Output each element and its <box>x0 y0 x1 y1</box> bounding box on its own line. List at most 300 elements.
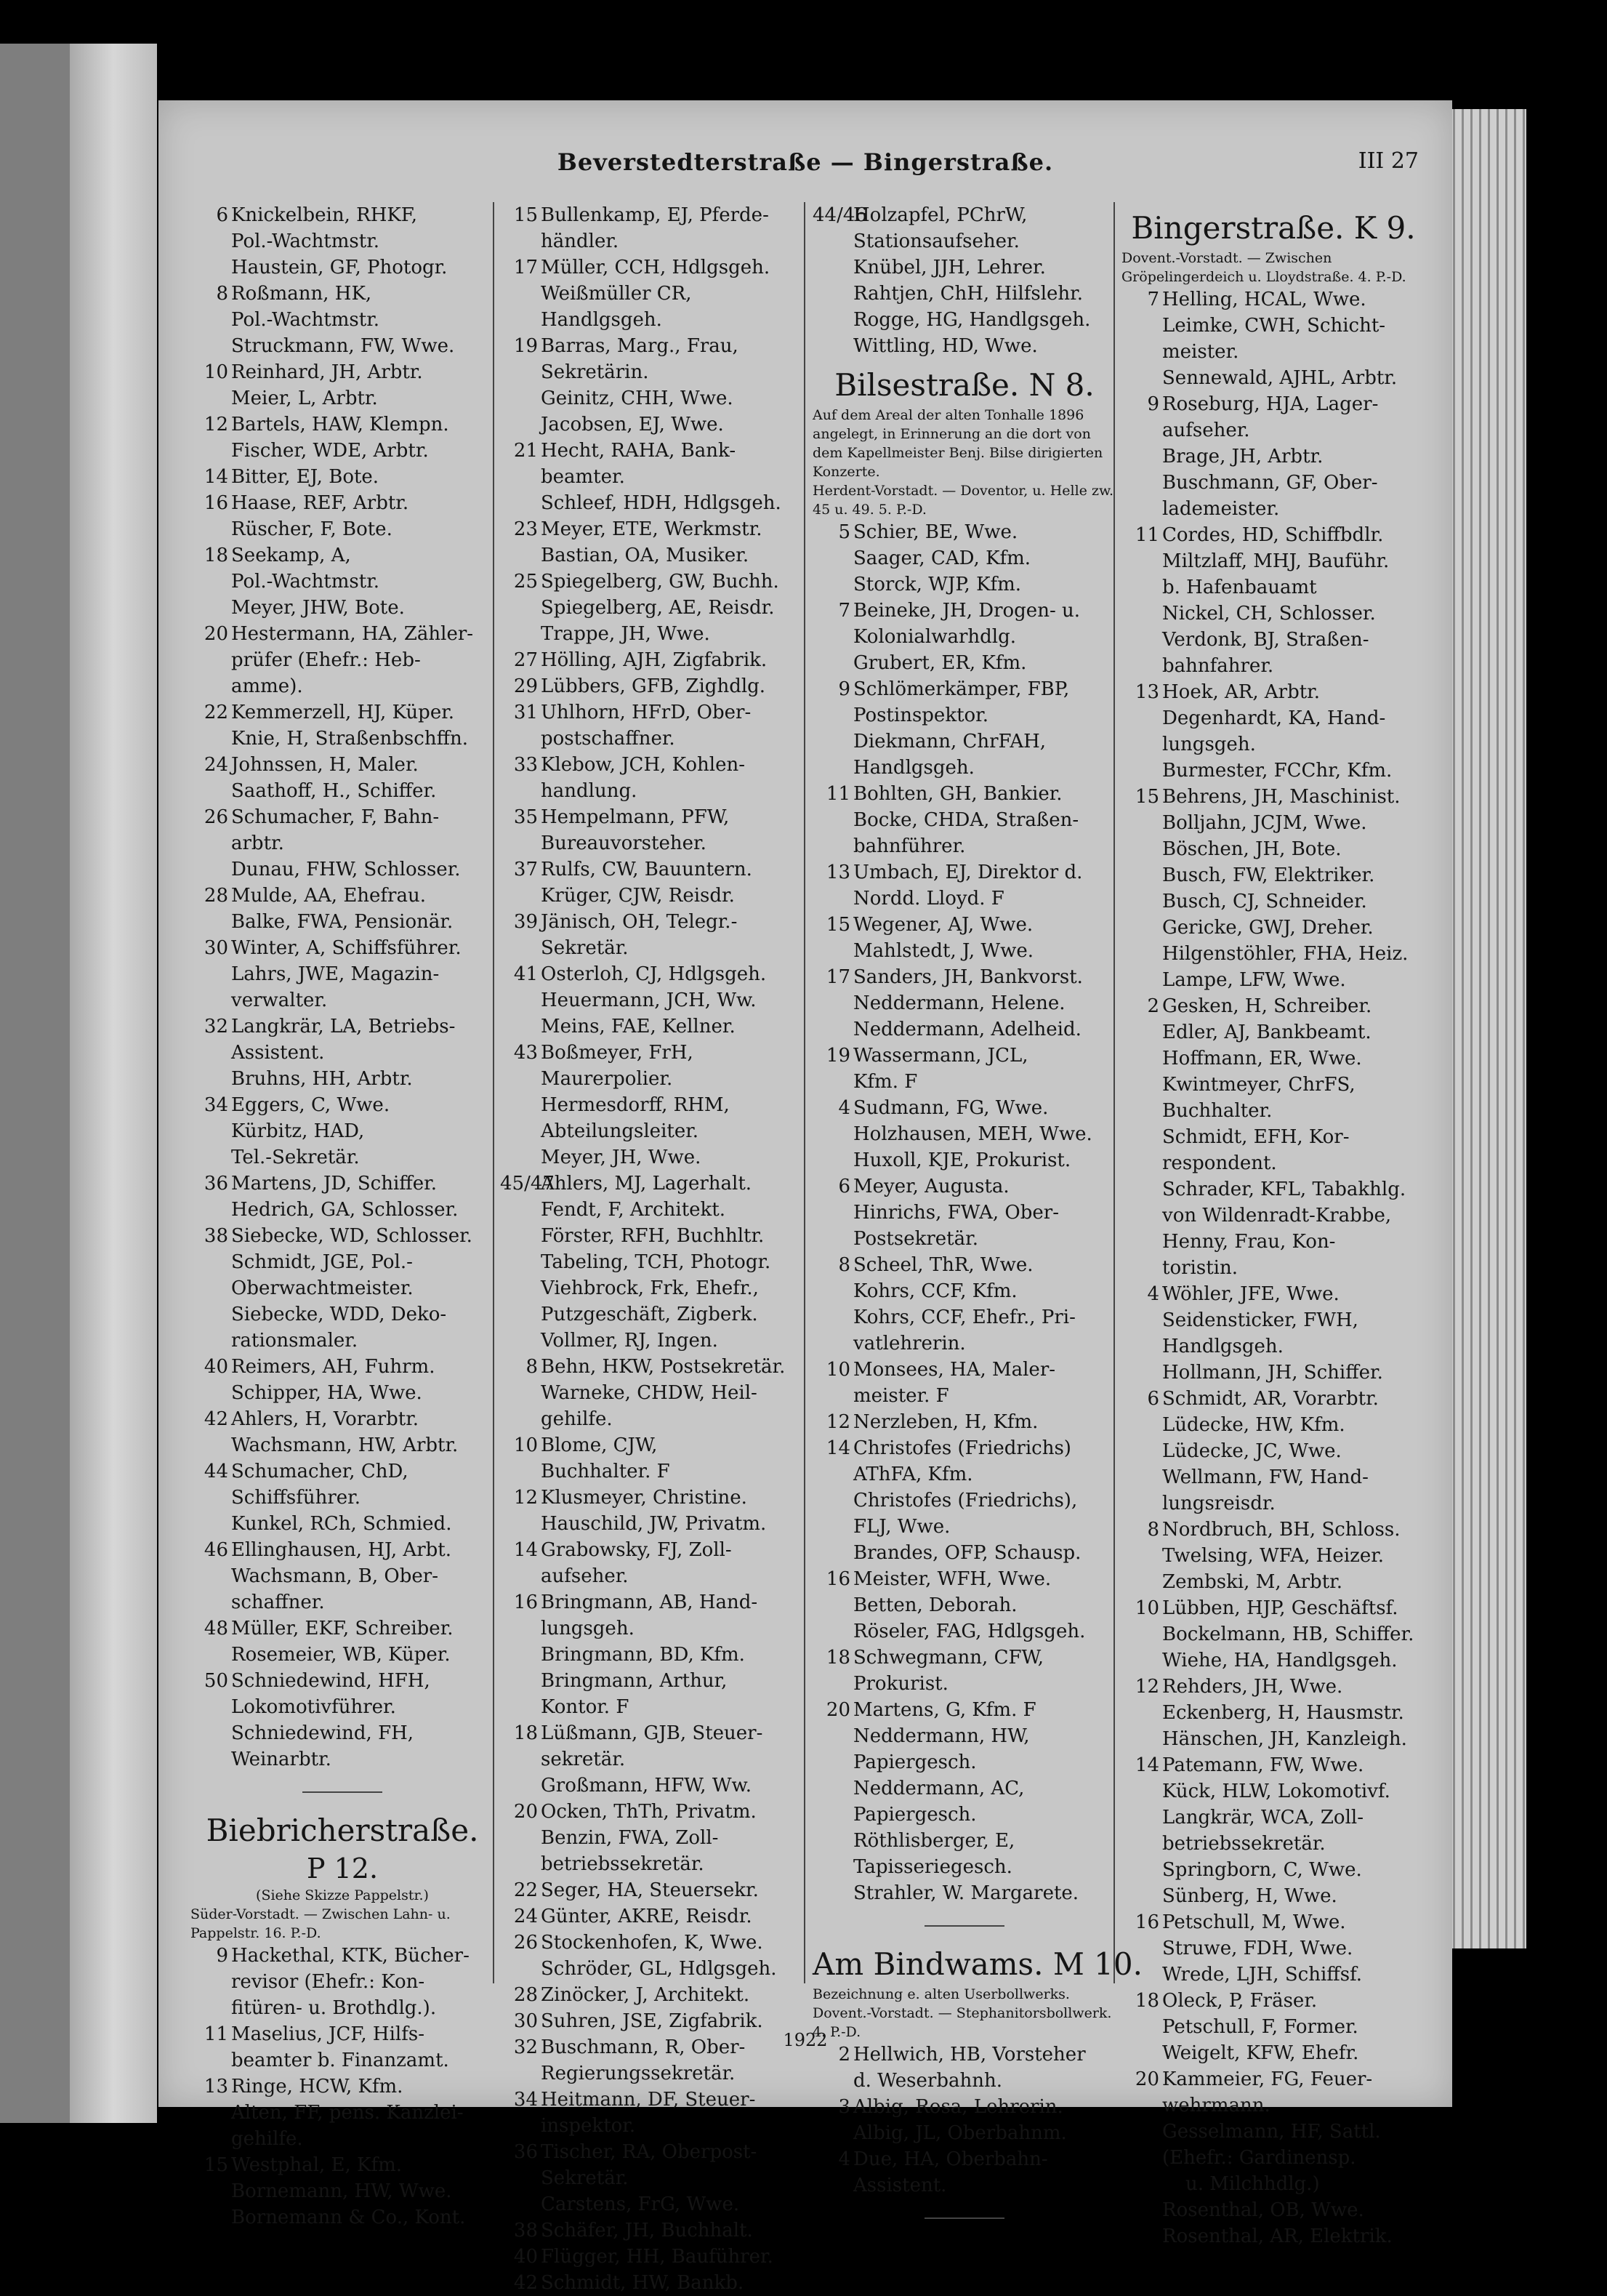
directory-entry <box>1121 1255 1425 1281</box>
directory-entry <box>500 1013 804 1040</box>
directory-entry <box>813 1200 1116 1226</box>
resident-text: Geinitz, CHH, Wwe. <box>541 388 733 409</box>
directory-entry <box>813 1488 1116 1514</box>
directory-entry <box>500 1799 804 1825</box>
directory-entry <box>813 1802 1116 1828</box>
directory-entry <box>190 1943 494 1969</box>
resident-text: Brage, JH, Arbtr. <box>1162 446 1324 467</box>
street-heading <box>813 365 1116 406</box>
directory-entry <box>500 726 804 752</box>
street-heading <box>813 1944 1143 1985</box>
directory-entry <box>500 595 804 621</box>
resident-text: Helling, HCAL, Wwe. <box>1162 289 1366 310</box>
directory-entry <box>1121 1098 1425 1124</box>
directory-entry <box>190 516 494 542</box>
resident-text: Schniedewind, FH, <box>231 1722 414 1744</box>
resident-text: Monsees, HA, Maler- <box>853 1359 1056 1381</box>
directory-entry <box>500 2139 804 2165</box>
directory-entry <box>813 1697 1116 1723</box>
directory-entry <box>813 1278 1116 1304</box>
house-number: 24 <box>513 1906 538 1927</box>
directory-entry <box>1121 1124 1425 1150</box>
resident-text: Christofes (Friedrichs) <box>853 1437 1071 1459</box>
resident-text: Regierungssekretär. <box>541 2063 736 2084</box>
resident-text: lungsgeh. <box>1162 734 1256 755</box>
directory-entry <box>1121 2223 1425 2249</box>
house-number: 21 <box>513 440 538 462</box>
house-number: 9 <box>1147 393 1159 415</box>
directory-entry <box>1121 1333 1425 1360</box>
house-number: 12 <box>1135 1676 1159 1698</box>
directory-entry <box>813 545 1116 571</box>
resident-text: Burmester, FCChr, Kfm. <box>1162 760 1393 782</box>
resident-text: Rulfs, CW, Bauuntern. <box>541 859 752 880</box>
directory-entry <box>500 228 804 254</box>
directory-entry <box>813 1618 1116 1645</box>
resident-text: betriebssekretär. <box>541 1853 704 1875</box>
directory-entry <box>500 1537 804 1563</box>
resident-text: rationsmaler. <box>231 1330 358 1352</box>
directory-entry <box>1121 1360 1425 1386</box>
resident-text: Busch, FW, Elektriker. <box>1162 864 1375 886</box>
directory-entry <box>500 1589 804 1615</box>
house-number: 48 <box>204 1618 228 1639</box>
resident-text: Barras, Marg., Frau, <box>541 335 738 357</box>
resident-text: Mulde, AA, Ehefrau. <box>231 885 426 907</box>
resident-text: Schier, BE, Wwe. <box>853 521 1018 543</box>
directory-entry <box>500 254 804 281</box>
directory-entry <box>500 647 804 673</box>
house-number: 9 <box>216 1945 228 1967</box>
resident-text: Lüßmann, GJB, Steuer- <box>541 1722 763 1744</box>
resident-text: betriebssekretär. <box>1162 1833 1326 1855</box>
directory-entry <box>190 1694 494 1720</box>
resident-text: Meyer, ETE, Werkmstr. <box>541 518 762 540</box>
directory-entry <box>813 598 1116 624</box>
resident-text: Schumacher, F, Bahn- <box>231 806 440 828</box>
house-number: 22 <box>513 1879 538 1901</box>
directory-entry <box>1121 1962 1425 1988</box>
directory-entry <box>813 281 1116 307</box>
directory-entry <box>500 2060 804 2087</box>
house-number: 24 <box>204 754 228 776</box>
resident-text: Siebecke, WD, Schlosser. <box>231 1225 472 1247</box>
street-name: Am Bindwams. <box>813 1946 1044 1982</box>
directory-entry <box>813 228 1116 254</box>
house-number: 12 <box>826 1411 850 1433</box>
resident-text: Putzgeschäft, Zigberk. <box>541 1304 758 1325</box>
resident-text: Schrader, KFL, Tabakhlg. <box>1162 1179 1406 1200</box>
house-number: 15 <box>826 914 850 936</box>
house-number: 5 <box>838 521 850 543</box>
directory-entry <box>500 804 804 830</box>
directory-entry <box>813 1723 1116 1749</box>
house-number: 8 <box>1147 1519 1159 1541</box>
house-number: 28 <box>513 1984 538 2006</box>
entry-list <box>190 202 494 1773</box>
resident-text: Postinspektor. <box>853 705 989 726</box>
house-number: 42 <box>513 2272 538 2294</box>
resident-text: Eckenberg, H, Hausmstr. <box>1162 1702 1404 1724</box>
resident-text: Bornemann & Co., Kont. <box>231 2207 466 2228</box>
section-rule <box>925 1925 1004 1927</box>
directory-entry <box>813 2094 1116 2120</box>
directory-entry <box>500 1432 804 1458</box>
directory-entry <box>1121 574 1425 601</box>
resident-text: Meyer, JH, Wwe. <box>541 1147 701 1168</box>
resident-text: Bruhns, HH, Arbtr. <box>231 1068 413 1090</box>
directory-entry <box>813 938 1116 964</box>
resident-text: Rehders, JH, Wwe. <box>1162 1676 1343 1698</box>
resident-text: Schmidt, AR, Vorarbtr. <box>1162 1388 1379 1410</box>
directory-entry <box>813 1592 1116 1618</box>
directory-entry <box>1121 1438 1425 1464</box>
directory-entry <box>813 333 1116 359</box>
directory-entry <box>1121 967 1425 993</box>
house-number: 16 <box>1135 1911 1159 1933</box>
directory-entry <box>500 569 804 595</box>
resident-text: Scheel, ThR, Wwe. <box>853 1254 1034 1276</box>
directory-entry <box>190 804 494 830</box>
resident-text: Suhren, JSE, Zigfabrik. <box>541 2010 763 2032</box>
directory-entry <box>500 1485 804 1511</box>
resident-text: Schleef, HDH, Hdlgsgeh. <box>541 492 781 514</box>
directory-entry <box>1121 1490 1425 1517</box>
directory-entry <box>500 1328 804 1354</box>
resident-text: Brandes, OFP, Schausp. <box>853 1542 1082 1564</box>
resident-text: Springborn, C, Wwe. <box>1162 1859 1362 1881</box>
street-location: Herdent-Vorstadt. — Doventor, u. Helle zw. 45 u. 49. 5. P.-D. <box>813 483 1114 518</box>
house-number: 20 <box>513 1801 538 1823</box>
resident-text: Hollmann, JH, Schiffer. <box>1162 1362 1383 1384</box>
resident-text: Neddermann, Adelheid. <box>853 1019 1082 1040</box>
directory-entry <box>1121 1726 1425 1752</box>
resident-text: Reimers, AH, Fuhrm. <box>231 1356 435 1378</box>
resident-text: Bastian, OA, Musiker. <box>541 545 749 566</box>
directory-entry <box>190 1223 494 1249</box>
directory-entry <box>813 912 1116 938</box>
house-number: 7 <box>838 600 850 622</box>
directory-entry <box>190 202 494 228</box>
resident-text: Zinöcker, J, Architekt. <box>541 1984 750 2006</box>
directory-entry <box>500 935 804 961</box>
directory-entry <box>500 1773 804 1799</box>
resident-text: Sekretär. <box>541 937 629 959</box>
directory-entry <box>500 333 804 359</box>
directory-entry <box>500 1563 804 1589</box>
entry-list <box>190 1943 494 2231</box>
resident-text: Hänschen, JH, Kanzleigh. <box>1162 1728 1407 1750</box>
house-number: 45/47 <box>500 1173 555 1195</box>
house-number: 30 <box>204 937 228 959</box>
resident-text: Kunkel, RCh, Schmied. <box>231 1513 452 1535</box>
resident-text: Hauschild, JW, Privatm. <box>541 1513 767 1535</box>
house-number: 32 <box>204 1016 228 1037</box>
resident-text: Schiffsführer. <box>231 1487 361 1509</box>
directory-entry <box>500 1903 804 1930</box>
directory-entry <box>813 254 1116 281</box>
resident-text: u. Milchhdlg.) <box>1185 2173 1320 2195</box>
directory-entry <box>813 1514 1116 1540</box>
house-number: 44 <box>204 1461 228 1482</box>
resident-text: schaffner. <box>231 1591 325 1613</box>
house-number: 50 <box>204 1670 228 1692</box>
resident-text: Lübben, HJP, Geschäftsf. <box>1162 1597 1398 1619</box>
resident-text: Petschull, F, Former. <box>1162 2016 1358 2038</box>
directory-entry <box>1121 365 1425 391</box>
resident-text: Edler, AJ, Bankbeamt. <box>1162 1021 1372 1043</box>
house-number: 15 <box>513 204 538 226</box>
directory-page <box>158 100 1452 2294</box>
resident-text: Uhlhorn, HFrD, Ober- <box>541 702 752 723</box>
resident-text: Seekamp, A, <box>231 545 351 566</box>
directory-entry <box>1121 1307 1425 1333</box>
resident-text: Schwegmann, CFW, <box>853 1647 1044 1669</box>
resident-text: Wachsmann, B, Ober- <box>231 1565 438 1587</box>
directory-entry <box>500 621 804 647</box>
resident-text: Carstens, FrG, Wwe. <box>541 2193 740 2215</box>
directory-entry <box>190 1969 494 1995</box>
left-page-edge <box>0 44 70 2123</box>
page-number: III 27 <box>1358 148 1419 174</box>
directory-entry <box>190 333 494 359</box>
directory-entry <box>190 595 494 621</box>
resident-text: b. Hafenbauamt <box>1162 577 1317 598</box>
house-number: 38 <box>204 1225 228 1247</box>
resident-text: Betten, Deborah. <box>853 1594 1018 1616</box>
directory-entry <box>190 1406 494 1432</box>
directory-entry <box>813 307 1116 333</box>
directory-entry <box>1121 810 1425 836</box>
house-number: 42 <box>204 1408 228 1430</box>
resident-text: d. Weserbahnh. <box>853 2070 1002 2092</box>
directory-entry <box>500 1040 804 1066</box>
resident-text: Cordes, HD, Schiffbdlr. <box>1162 524 1384 546</box>
resident-text: Wassermann, JCL, <box>853 1045 1028 1067</box>
directory-entry <box>1121 1805 1425 1831</box>
street-note: (Siehe Skizze Pappelstr.) <box>256 1887 429 1903</box>
resident-text: Henny, Frau, Kon- <box>1162 1231 1336 1253</box>
resident-text: Schmidt, JGE, Pol.- <box>231 1251 413 1273</box>
directory-entry <box>813 2068 1116 2094</box>
house-number: 14 <box>826 1437 850 1459</box>
house-number: 35 <box>513 806 538 828</box>
directory-entry <box>500 2191 804 2217</box>
resident-text: Tischer, RA, Oberpost- <box>541 2141 757 2163</box>
house-number: 31 <box>513 702 538 723</box>
resident-text: Boßmeyer, FrH, <box>541 1042 693 1064</box>
resident-text: Degenhardt, KA, Hand- <box>1162 707 1386 729</box>
directory-entry <box>813 1043 1116 1069</box>
resident-text: Hackethal, KTK, Bücher- <box>231 1945 470 1967</box>
directory-entry <box>1121 679 1425 705</box>
directory-entry <box>190 752 494 778</box>
resident-text: Bringmann, AB, Hand- <box>541 1591 758 1613</box>
directory-entry <box>813 755 1116 781</box>
directory-entry <box>813 1069 1116 1095</box>
directory-entry <box>1121 522 1425 548</box>
directory-entry <box>190 778 494 804</box>
resident-text: Dunau, FHW, Schlosser. <box>231 859 461 880</box>
resident-text: Schröder, GL, Hdlgsgeh. <box>541 1958 777 1980</box>
resident-text: händler. <box>541 230 619 252</box>
directory-entry <box>500 1720 804 1746</box>
directory-entry <box>1121 1883 1425 1909</box>
directory-entry <box>1121 1150 1425 1176</box>
resident-text: Umbach, EJ, Direktor d. <box>853 862 1083 883</box>
directory-entry <box>1121 2092 1425 2119</box>
directory-entry <box>500 1223 804 1249</box>
house-number: 27 <box>513 649 538 671</box>
directory-entry <box>813 1854 1116 1880</box>
resident-text: Meyer, Augusta. <box>853 1176 1010 1197</box>
resident-text: Seger, HA, Steuersekr. <box>541 1879 759 1901</box>
resident-text: Zembski, M, Arbtr. <box>1162 1571 1342 1593</box>
house-number: 32 <box>513 2036 538 2058</box>
resident-text: Kohrs, CCF, Kfm. <box>853 1280 1018 1302</box>
resident-text: Sennewald, AJHL, Arbtr. <box>1162 367 1398 389</box>
directory-entry <box>1121 941 1425 967</box>
directory-entry <box>190 1092 494 1118</box>
resident-text: Beineke, JH, Drogen- u. <box>853 600 1080 622</box>
directory-entry <box>190 2047 494 2074</box>
resident-text: postschaffner. <box>541 728 675 750</box>
directory-entry <box>500 2217 804 2244</box>
directory-entry <box>1121 339 1425 365</box>
resident-text: Haase, REF, Arbtr. <box>231 492 409 514</box>
directory-entry <box>1121 1778 1425 1805</box>
resident-text: Behrens, JH, Maschinist. <box>1162 786 1401 808</box>
resident-text: Bolljahn, JCJM, Wwe. <box>1162 812 1367 834</box>
directory-entry <box>813 728 1116 755</box>
resident-text: Gesselmann, HF, Sattl. <box>1162 2121 1381 2143</box>
resident-text: Bringmann, BD, Kfm. <box>541 1644 745 1666</box>
resident-text: Müller, EKF, Schreiber. <box>231 1618 454 1639</box>
directory-entry <box>190 1301 494 1328</box>
grid-reference: P 12. <box>306 1853 379 1884</box>
directory-entry <box>190 1458 494 1485</box>
resident-text: Tabeling, TCH, Photogr. <box>541 1251 771 1273</box>
grid-reference: M 10. <box>1052 1946 1143 1982</box>
column-4 <box>1121 202 1425 2249</box>
directory-entry <box>813 1173 1116 1200</box>
resident-text: Neddermann, Helene. <box>853 992 1066 1014</box>
directory-entry <box>1121 888 1425 915</box>
resident-text: Warneke, CHDW, Heil- <box>541 1382 757 1404</box>
resident-text: Rosemeier, WB, Küper. <box>231 1644 451 1666</box>
street-location: Süder-Vorstadt. — Zwischen Lahn- u. Pappelstr. 16. P.-D. <box>190 1906 451 1941</box>
entry-list <box>1121 286 1425 2249</box>
directory-entry <box>190 621 494 647</box>
directory-entry <box>1121 915 1425 941</box>
directory-entry <box>813 964 1116 990</box>
resident-text: Bartels, HAW, Klempn. <box>231 414 449 435</box>
resident-text: Seidensticker, FWH, <box>1162 1309 1358 1331</box>
directory-entry <box>813 1095 1116 1121</box>
resident-text: Postsekretär. <box>853 1228 978 1250</box>
directory-entry <box>1121 1909 1425 1935</box>
directory-entry <box>1121 470 1425 496</box>
directory-entry <box>190 987 494 1013</box>
resident-text: Rosenthal, AR, Elektrik. <box>1162 2225 1393 2247</box>
directory-entry <box>500 778 804 804</box>
house-number: 26 <box>513 1932 538 1954</box>
resident-text: Lübbers, GFB, Zighdlg. <box>541 675 766 697</box>
directory-entry <box>813 886 1116 912</box>
directory-entry <box>813 676 1116 702</box>
resident-text: Johnssen, H, Maler. <box>231 754 419 776</box>
directory-entry <box>500 2244 804 2270</box>
resident-text: Miltzlaff, MHJ, Bauführ. <box>1162 550 1390 572</box>
resident-text: Rogge, HG, Handlgsgeh. <box>853 309 1091 331</box>
directory-entry <box>1121 2119 1425 2145</box>
resident-text: Kwintmeyer, ChrFS, <box>1162 1074 1356 1096</box>
resident-text: Busch, CJ, Schneider. <box>1162 891 1367 912</box>
resident-text: Vollmer, RJ, Ingen. <box>541 1330 718 1352</box>
entry-list <box>500 202 804 2296</box>
resident-text: Assistent. <box>853 2175 947 2196</box>
resident-text: gehilfe. <box>231 2128 303 2150</box>
column-1 <box>190 202 494 2231</box>
directory-entry <box>500 307 804 333</box>
directory-entry <box>1121 1752 1425 1778</box>
resident-text: Gericke, GWJ, Dreher. <box>1162 917 1374 939</box>
resident-text: Eggers, C, Wwe. <box>231 1094 390 1116</box>
directory-entry <box>500 2113 804 2139</box>
resident-text: Roßmann, HK, <box>231 283 372 305</box>
house-number: 14 <box>1135 1754 1159 1776</box>
directory-entry <box>813 1383 1116 1409</box>
resident-text: Förster, RFH, Buchhltr. <box>541 1225 765 1247</box>
directory-entry <box>813 1252 1116 1278</box>
directory-entry <box>1121 1935 1425 1962</box>
entry-list <box>813 202 1116 359</box>
resident-text: Schlömerkämper, FBP, <box>853 678 1070 700</box>
resident-text: Tel.-Sekretär. <box>231 1147 360 1168</box>
directory-entry <box>500 1144 804 1171</box>
resident-text: Sekretärin. <box>541 361 649 383</box>
directory-entry <box>190 1013 494 1040</box>
resident-text: Neddermann, AC, <box>853 1778 1025 1799</box>
house-number: 13 <box>826 862 850 883</box>
directory-entry <box>500 1930 804 1956</box>
directory-entry <box>190 909 494 935</box>
resident-text: Röthlisberger, E, <box>853 1830 1015 1852</box>
resident-text: Abteilungsleiter. <box>541 1120 699 1142</box>
resident-text: Prokurist. <box>853 1673 949 1695</box>
resident-text: Wöhler, JFE, Wwe. <box>1162 1283 1340 1305</box>
resident-text: Sanders, JH, Bankvorst. <box>853 966 1083 988</box>
resident-text: Buschmann, GF, Ober- <box>1162 472 1378 494</box>
directory-entry <box>190 1328 494 1354</box>
resident-text: meister. F <box>853 1385 949 1407</box>
directory-entry <box>190 1746 494 1773</box>
directory-entry <box>190 228 494 254</box>
resident-text: Behn, HKW, Postsekretär. <box>541 1356 786 1378</box>
directory-entry <box>1121 1569 1425 1595</box>
resident-text: Spiegelberg, AE, Reisdr. <box>541 597 775 619</box>
resident-text: Bureauvorsteher. <box>541 832 706 854</box>
resident-text: Winter, A, Schiffsführer. <box>231 937 462 959</box>
directory-entry <box>1121 443 1425 470</box>
house-number: 20 <box>204 623 228 645</box>
section-rule <box>925 2217 1004 2219</box>
resident-text: Ringe, HCW, Kfm. <box>231 2076 403 2098</box>
directory-entry <box>1121 1857 1425 1883</box>
directory-entry <box>190 1563 494 1589</box>
directory-entry <box>500 1406 804 1432</box>
house-number: 6 <box>838 1176 850 1197</box>
